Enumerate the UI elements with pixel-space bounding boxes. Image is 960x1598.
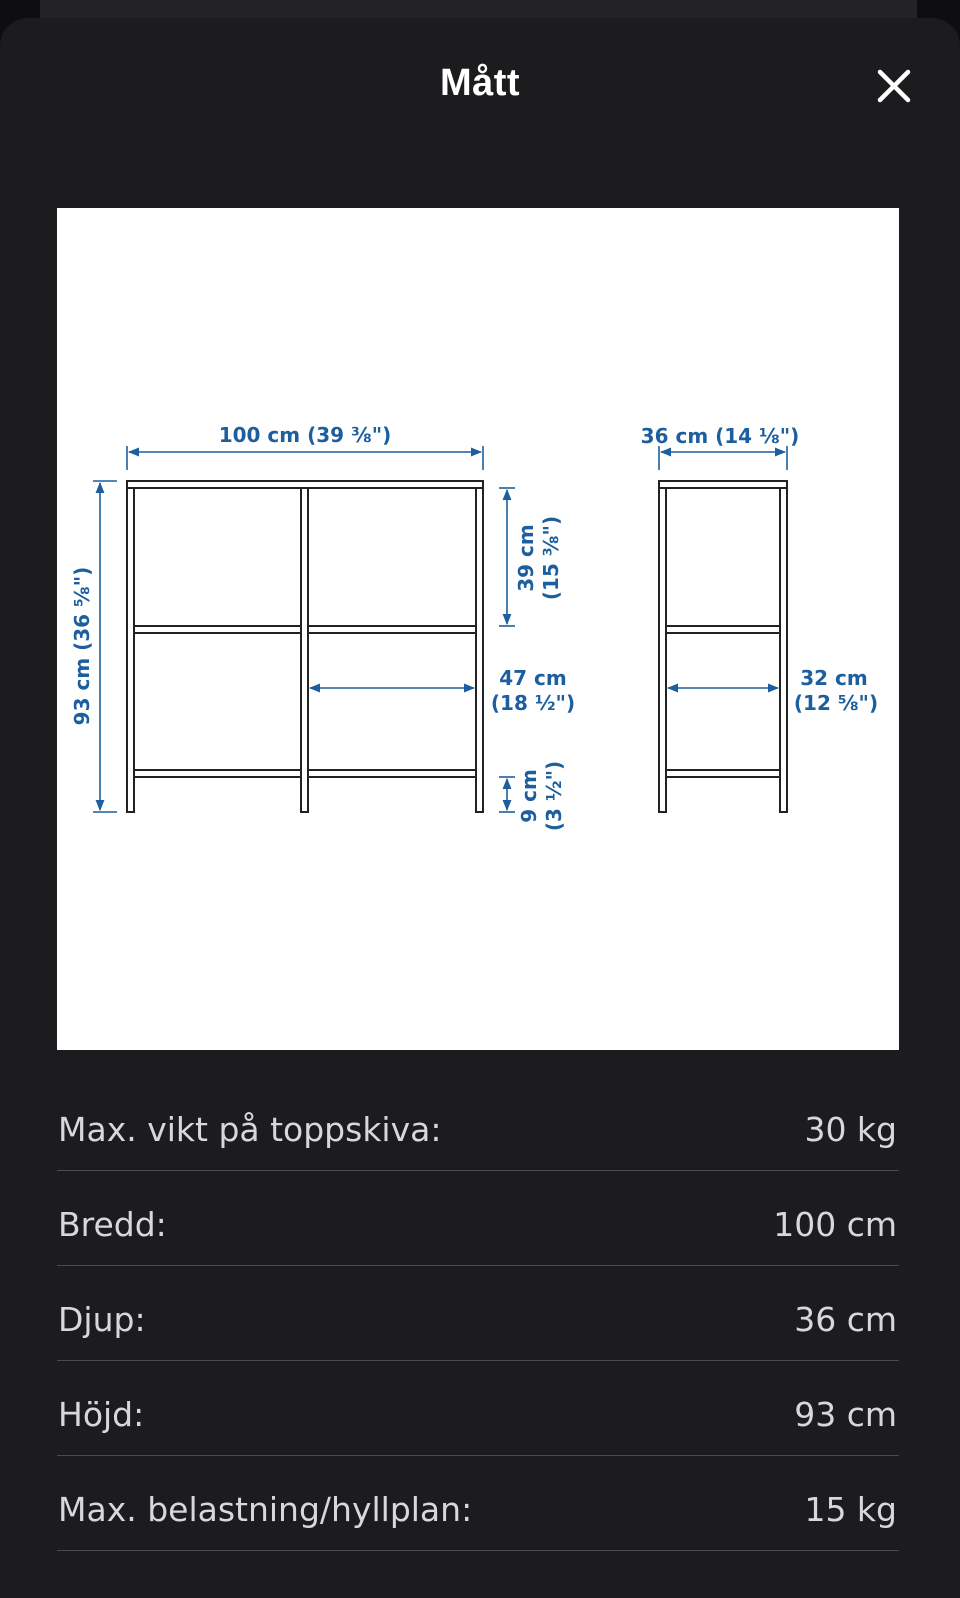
spec-value: 36 cm	[794, 1300, 897, 1339]
inner-depth-in: (12 ⅝")	[793, 691, 879, 715]
spec-label: Bredd:	[58, 1205, 167, 1244]
spec-label: Djup:	[58, 1300, 146, 1339]
spec-row-max-top-weight	[57, 1076, 899, 1171]
width-label: 100 cm (39 ⅜")	[218, 423, 392, 447]
spec-value: 100 cm	[773, 1205, 897, 1244]
spec-value: 30 kg	[804, 1110, 897, 1149]
dimensions-dialog	[0, 18, 960, 1598]
spec-list	[57, 1076, 899, 1551]
inner-width-cm: 47 cm	[499, 666, 567, 690]
spec-row-depth	[57, 1266, 899, 1361]
height-label: 93 cm (36 ⅝")	[70, 566, 94, 726]
dialog-title: Mått	[439, 62, 521, 104]
spec-value: 93 cm	[794, 1395, 897, 1434]
spec-row-max-shelf-load	[57, 1456, 899, 1551]
floor-clearance-in: (3 ½")	[542, 760, 566, 832]
close-button[interactable]	[872, 64, 916, 108]
compartment-height-cm: 39 cm	[514, 524, 538, 592]
spec-row-width	[57, 1171, 899, 1266]
close-icon	[872, 64, 916, 108]
side-view-shelf	[659, 481, 787, 812]
spec-label: Max. vikt på toppskiva:	[58, 1110, 442, 1149]
front-view-shelf	[127, 481, 483, 812]
spec-row-height	[57, 1361, 899, 1456]
spec-label: Höjd:	[58, 1395, 145, 1434]
spec-value: 15 kg	[804, 1490, 897, 1529]
compartment-height-in: (15 ⅜")	[539, 515, 563, 601]
spec-label: Max. belastning/hyllplan:	[58, 1490, 473, 1529]
dimension-drawing	[57, 208, 899, 1050]
inner-depth-cm: 32 cm	[800, 666, 868, 690]
depth-label: 36 cm (14 ⅛")	[640, 424, 800, 448]
inner-width-in: (18 ½")	[490, 691, 576, 715]
floor-clearance-cm: 9 cm	[517, 769, 541, 823]
dialog-header	[0, 18, 960, 158]
